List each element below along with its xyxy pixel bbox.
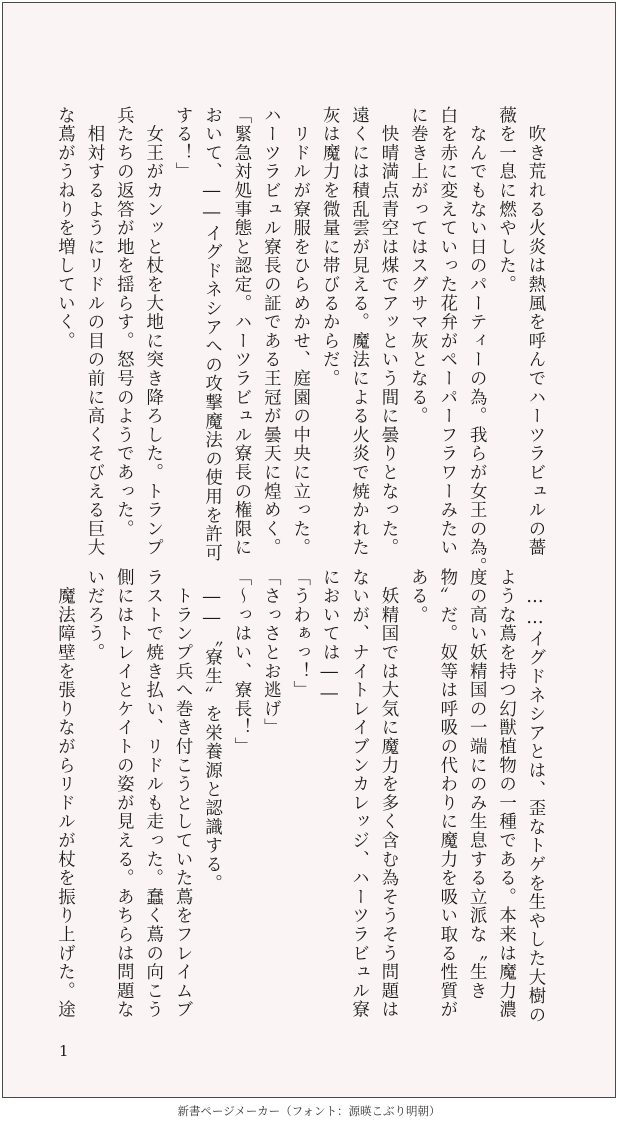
page-number: 1 [59,1042,69,1060]
manuscript-page [2,2,616,1098]
lower-text-block: ……イグドネシアとは、歪なトゲを生やした大樹の ような蔦を持つ幻獣植物の一種である。本来は魔力濃 度の高い妖精国の一端にのみ生息する立派な〝生き 物〟だ。奴等は呼吸の代わりに魔力を吸い取る性質が ある。 妖精国では大気に魔力を多く含む為そうそう問題は ないが、ナイトレイブンカレッジ、ハーツラビュル寮 においては―― 「うわぁっ！」 「さっさとお逃げ」 「～っはい、寮長！」 ――〝寮生〟を栄養源と認識する。 トランプ兵へ巻き付こうとしていた蔦をフレイムブ ラストで焼き払い、リドルも走った。蠢く蔦の向こう 側にはトレイとケイトの姿が見える。あちらは問題な いだろう。 魔法障壁を張りながらリドルが杖を振り上げた。途 [54,568,545,1025]
upper-text-block: 吹き荒れる火炎は熱風を呼んでハーツラビュルの薔 薇を一息に燃やした。 なんでもない日のパーティーの為。我らが女王の為。 白を赤に変えていった花弁がペーパーフラワーみたい に巻き上がってはスグサマ灰となる。 快晴満点青空は煤でアッという間に曇りとなった。 遠くには積乱雲が見える。魔法による火炎で焼かれた 灰は魔力を微量に帯びるからだ。 リドルが寮服をひらめかせ、庭園の中央に立った。 ハーツラビュル寮長の証である王冠が曇天に煌めく。 「緊急対処事態と認定。ハーツラビュル寮長の権限に おいて、――イグドネシアへの攻撃魔法の使用を許可 する！」 女王がカンッと杖を大地に突き降ろした。トランプ 兵たちの返答が地を揺らす。怒号のようであった。 相対するようにリドルの目の前に高くそびえる巨大 な蔦がうねりを増していく。 [54,106,545,576]
generator-credit: 新書ページメーカー（フォント：源暎こぶり明朝） [177,1104,441,1118]
